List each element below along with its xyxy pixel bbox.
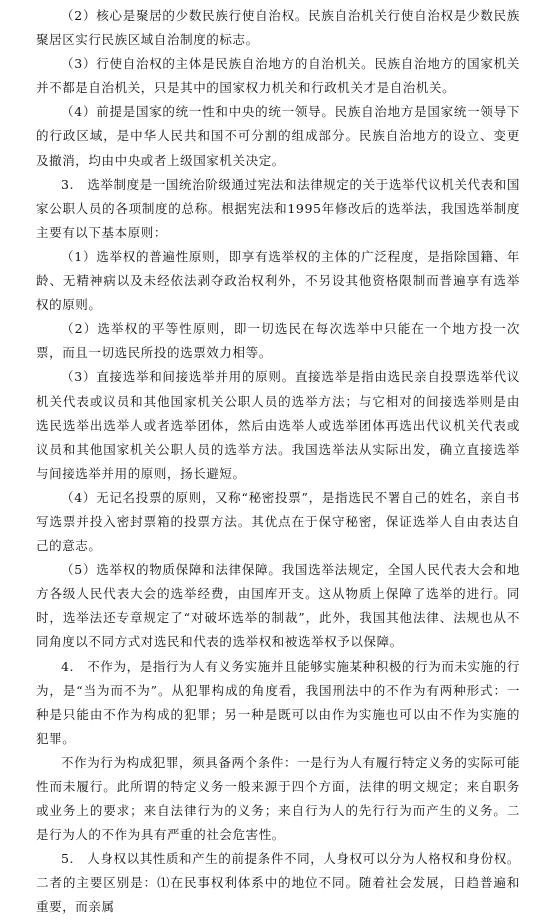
paragraph-personal-rights: 5. 人身权以其性质和产生的前提条件不同，人身权可以分为人格权和身份权。二者的主要区别是：⑴在民事权利体系中的地位不同。随着社会发展，日趋普遍和重要，而亲属 <box>36 851 520 915</box>
paragraph-election-system: 3. 选举制度是一国统治阶级通过宪法和法律规定的关于选举代议机关代表和国家公职人员的各项制度的总称。根据宪法和1995年修改后的选举法，我国选举制度主要有以下基本原则： <box>36 176 520 240</box>
paragraph-election-principle-2: （2）选举权的平等性原则，即一切选民在每次选举中只能在一个地方投一次票，而且一切选民所投的选票效力相等。 <box>36 321 520 361</box>
paragraph-autonomy-4: （4）前提是国家的统一性和中央的统一领导。民族自治地方是国家统一领导下的行政区域，是中华人民共和国不可分割的组成部分。民族自治地方的设立、变更及撤消，均由中央或者上级国家机关决定。 <box>36 104 520 168</box>
paragraph-omission: 4. 不作为，是指行为人有义务实施并且能够实施某种积极的行为而未实施的行为，是“当为而不为”。从犯罪构成的角度看，我国刑法中的不作为有两种形式：一种是只能由不作为构成的犯罪；另一种是既可以由作为实施也可以由不作为实施的犯罪。 <box>36 658 520 746</box>
paragraph-election-principle-3: （3）直接选举和间接选举并用的原则。直接选举是指由选民亲自投票选举代议机关代表或议员和其他国家机关公职人员的选举方法；与它相对的间接选举则是由选民选举出选举人或者选举团体，然后由选举人或选举团体再选出代议机关代表或议员和其他国家机关公职人员的选举方法。我国选举法从实际出发，确立直接选举与间接选举并用的原则，扬长避短。 <box>36 369 520 481</box>
paragraph-election-principle-1: （1）选举权的普遍性原则，即享有选举权的主体的广泛程度，是指除国籍、年龄、无精神病以及未经依法剥夺政治权利外，不另设其他资格限制而普遍享有选举权的原则。 <box>36 248 520 313</box>
paragraph-autonomy-2: （2）核心是聚居的少数民族行使自治权。民族自治机关行使自治权是少数民族聚居区实行民族区域自治制度的标志。 <box>36 8 520 48</box>
paragraph-election-principle-4: （4）无记名投票的原则，又称“秘密投票”，是指选民不署自己的姓名，亲自书写选票并投入密封票箱的投票方法。其优点在于保守秘密，保证选举人自由表达自己的意志。 <box>36 489 520 554</box>
paragraph-autonomy-3: （3）行使自治权的主体是民族自治地方的自治机关。民族自治地方的国家机关并不都是自治机关，只是其中的国家权力机关和行政机关才是自治机关。 <box>36 56 520 96</box>
paragraph-omission-conditions: 不作为行为构成犯罪，须具备两个条件：一是行为人有履行特定义务的实际可能性而未履行。此所谓的特定义务一般来源于四个方面，法律的明文规定；来自职务或业务上的要求；来自法律行为的义务；来自行为人的先行行为而产生的义务。二是行为人的不作为具有严重的社会危害性。 <box>36 754 520 843</box>
paragraph-election-principle-5: （5）选举权的物质保障和法律保障。我国选举法规定，全国人民代表大会和地方各级人民代表大会的选举经费，由国库开支。这从物质上保障了选举的进行。同时，选举法还专章规定了“对破坏选举的制裁”，此外，我国其他法律、法规也从不同角度以不同方式对选民和代表的选举权和被选举权予以保障。 <box>36 562 520 650</box>
document-body <box>36 4 520 920</box>
